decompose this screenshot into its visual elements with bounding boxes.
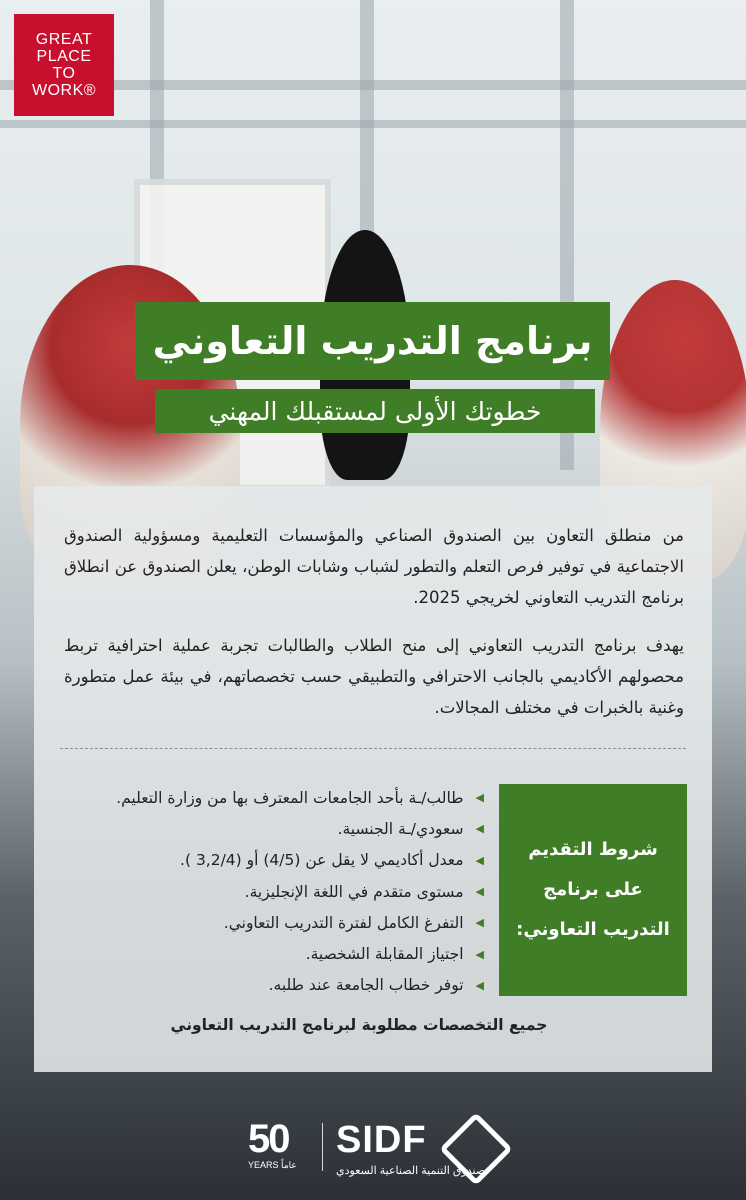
list-item <box>54 845 484 876</box>
bullet-arrow-icon: ◀ <box>475 822 484 836</box>
anniversary-number: 50 <box>248 1117 289 1161</box>
anniversary-label: YEARS عاماً <box>248 1160 297 1170</box>
list-item <box>54 970 484 1001</box>
fifty-years-logo <box>248 1117 297 1171</box>
sidf-arabic-name: صندوق التنمية الصناعية السعودي <box>336 1165 486 1177</box>
bullet-arrow-icon: ◀ <box>475 978 484 992</box>
bullet-arrow-icon: ◀ <box>475 947 484 961</box>
condition-text: مستوى متقدم في اللغة الإنجليزية. <box>244 882 464 901</box>
list-item <box>54 938 484 969</box>
bullet-arrow-icon: ◀ <box>475 853 484 867</box>
bullet-arrow-icon: ◀ <box>475 885 484 899</box>
program-title: برنامج التدريب التعاوني <box>135 302 610 380</box>
intro-paragraph: من منطلق التعاون بين الصندوق الصناعي والمؤسسات التعليمية ومسؤولية الصندوق الاجتماعية في توفير فرص التعلم والتطور لشباب وشابات الوطن، يعلن الصندوق عن انطلاق برنامج التدريب التعاوني لخريجي 2025. <box>64 526 684 607</box>
great-place-to-work-logo <box>14 14 114 116</box>
conditions-heading-line: على برنامج <box>543 879 643 900</box>
condition-text: توفر خطاب الجامعة عند طلبه. <box>268 976 464 995</box>
conditions-list <box>54 782 484 1001</box>
list-item <box>54 813 484 844</box>
condition-text: اجتياز المقابلة الشخصية. <box>305 945 464 964</box>
goal-paragraph: يهدف برنامج التدريب التعاوني إلى منح الطلاب والطالبات تجربة عملية احترافية تربط محصولهم الأكاديمي بالجانب الاحترافي والتطبيقي حسب تخصصاتهم، في بيئة عمل متطورة وغنية بالخبرات في مختلف المجالات. <box>64 636 684 717</box>
footer-logos <box>0 1105 746 1200</box>
logo-line: GREAT <box>35 31 93 48</box>
program-subtitle: خطوتك الأولى لمستقبلك المهني <box>155 389 595 433</box>
logo-line: TO <box>52 65 76 82</box>
bullet-arrow-icon: ◀ <box>475 916 484 930</box>
info-card <box>34 486 712 1072</box>
window-transom <box>0 120 746 128</box>
conditions-heading-line: التدريب التعاوني: <box>516 919 670 940</box>
condition-text: التفرغ الكامل لفترة التدريب التعاوني. <box>223 913 464 932</box>
logo-line: WORK® <box>31 82 97 99</box>
all-majors-note: جميع التخصصات مطلوبة لبرنامج التدريب التعاوني <box>170 1016 548 1034</box>
list-item <box>54 782 484 813</box>
logo-separator <box>322 1123 323 1171</box>
conditions-heading <box>499 784 687 996</box>
list-item <box>54 876 484 907</box>
section-divider <box>60 748 686 749</box>
condition-text: طالب/ـة بأحد الجامعات المعترف بها من وزارة التعليم. <box>116 788 464 807</box>
list-item <box>54 907 484 938</box>
condition-text: معدل أكاديمي لا يقل عن (4/5) أو (3,2/4 ). <box>180 851 464 870</box>
condition-text: سعودي/ـة الجنسية. <box>337 819 464 838</box>
bullet-arrow-icon: ◀ <box>475 791 484 805</box>
sidf-wordmark: SIDF <box>336 1119 427 1161</box>
conditions-heading-line: شروط التقديم <box>528 839 658 860</box>
logo-line: PLACE <box>36 48 92 65</box>
